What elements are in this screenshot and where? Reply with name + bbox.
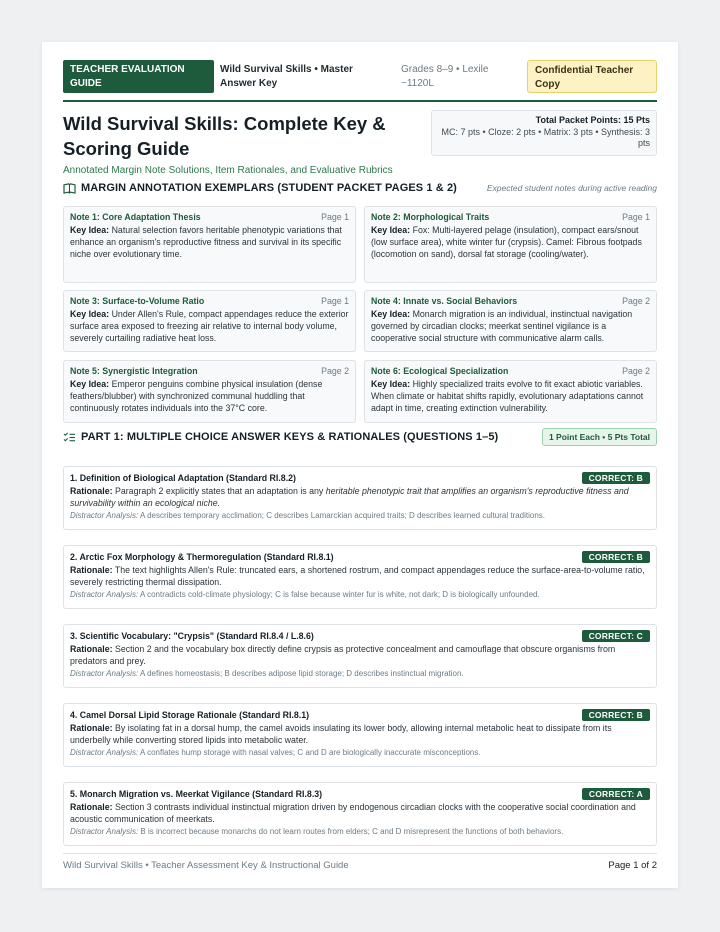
note-text: Natural selection favors heritable phenotypic variations that enhance an organism's reproductive fitness and survival in its specific niche over evolutionary time. <box>70 225 342 259</box>
rationale-text: Paragraph 2 explicitly states that an adaptation is any <box>114 486 326 496</box>
note-title: Note 6: Ecological Specialization <box>371 366 509 376</box>
answer-card <box>63 782 657 846</box>
distractor-analysis <box>70 826 650 837</box>
mc-section-title: PART 1: MULTIPLE CHOICE ANSWER KEYS & RATIONALES (QUESTIONS 1–5) <box>81 431 499 443</box>
distractor-analysis <box>70 747 650 758</box>
key-idea-label: Key Idea: <box>371 225 411 235</box>
note-text: Highly specialized traits evolve to fit exact abiotic variables. When climate or habitat shifts rapidly, evolutionary adaptations cannot adapt in time, creating extinction vulnerability. <box>371 379 644 413</box>
question-title: 4. Camel Dorsal Lipid Storage Rationale (Standard RI.8.1) <box>70 710 310 720</box>
distractor-text: B is incorrect because monarchs do not learn routes from elders; C and D misrepresent the functions of both behaviors. <box>140 827 564 836</box>
page-subtitle: Annotated Margin Note Solutions, Item Rationales, and Evaluative Rubrics <box>63 165 393 176</box>
mc-section-header <box>63 431 657 443</box>
note-text: Monarch migration is an individual, instinctual navigation governed by circadian clocks; meerkat sentinel vigilance is a cooperative social structure with communicative alarm calls. <box>371 309 633 343</box>
note-card <box>364 360 657 423</box>
note-page: Page 1 <box>321 296 349 306</box>
note-body <box>371 224 650 260</box>
header-doc-title: Wild Survival Skills • Master Answer Key <box>220 64 353 89</box>
note-body <box>371 308 650 344</box>
rationale <box>70 486 650 509</box>
distractor-label: Distractor Analysis: <box>70 827 139 836</box>
note-body <box>70 308 349 344</box>
distractor-analysis <box>70 510 650 521</box>
points-badge: 1 Point Each • 5 Pts Total <box>542 428 657 446</box>
key-idea-label: Key Idea: <box>70 225 110 235</box>
note-title: Note 2: Morphological Traits <box>371 212 490 222</box>
distractor-analysis <box>70 589 650 600</box>
page-number: Page 1 of 2 <box>608 860 657 871</box>
note-text: Fox: Multi-layered pelage (insulation), compact ears/snout (low surface area), white winter fur (crypsis). Camel: Fibrous footpads (locomotion on sand), dorsal fat storage (cooling/water). <box>371 225 642 259</box>
footer-title: Wild Survival Skills • Teacher Assessment Key & Instructional Guide <box>63 860 349 871</box>
question-title: 5. Monarch Migration vs. Meerkat Vigilance (Standard RI.8.3) <box>70 789 323 799</box>
note-card <box>63 206 356 283</box>
note-card <box>364 206 657 283</box>
header-tag: TEACHER EVALUATION GUIDE <box>63 60 214 93</box>
rationale-text: The text highlights Allen's Rule: truncated ears, a shortened rostrum, and compact appendages reduce the surface-area-to-volume ratio, severely restricting thermal dissipation. <box>70 565 645 587</box>
page-footer <box>63 853 657 871</box>
rationale-label: Rationale: <box>70 802 113 812</box>
page-content-layer <box>42 42 678 888</box>
rationale <box>70 644 650 667</box>
note-page: Page 1 <box>622 212 650 222</box>
points-total: Total Packet Points: 15 Pts <box>535 115 650 125</box>
key-idea-label: Key Idea: <box>371 309 411 319</box>
correct-answer-badge: CORRECT: A <box>582 788 650 800</box>
annotation-section-title: MARGIN ANNOTATION EXEMPLARS (STUDENT PACKET PAGES 1 & 2) <box>81 182 457 194</box>
header-grade: Grades 8–9 • Lexile ~1120L <box>401 64 489 89</box>
note-page: Page 2 <box>622 296 650 306</box>
confidential-badge: Confidential Teacher Copy <box>527 60 657 93</box>
rationale-text: Section 2 and the vocabulary box directly define crypsis as protective concealment and camouflage that obscure organisms from predators and prey. <box>70 644 616 666</box>
answer-card <box>63 703 657 767</box>
distractor-label: Distractor Analysis: <box>70 669 139 678</box>
note-page: Page 2 <box>321 366 349 376</box>
question-title: 3. Scientific Vocabulary: "Crypsis" (Standard RI.8.4 / L.8.6) <box>70 631 314 641</box>
question-title: 1. Definition of Biological Adaptation (Standard RI.8.2) <box>70 473 296 483</box>
distractor-text: A defines homeostasis; B describes adipose lipid storage; D describes instinctual migration. <box>139 669 464 678</box>
answer-card <box>63 466 657 530</box>
correct-answer-badge: CORRECT: C <box>582 630 650 642</box>
note-title: Note 3: Surface-to-Volume Ratio <box>70 296 205 306</box>
open-book-icon <box>63 183 76 194</box>
distractor-label: Distractor Analysis: <box>70 590 139 599</box>
correct-answer-badge: CORRECT: B <box>582 551 650 563</box>
distractor-text: A describes temporary acclimation; C describes Lamarckian acquired traits; D describes learned cultural traditions. <box>139 511 546 520</box>
rationale <box>70 802 650 825</box>
note-title: Note 5: Synergistic Integration <box>70 366 198 376</box>
annotation-section-header <box>63 182 657 194</box>
correct-answer-badge: CORRECT: B <box>582 472 650 484</box>
note-body <box>70 224 349 260</box>
distractor-label: Distractor Analysis: <box>70 748 139 757</box>
rationale-label: Rationale: <box>70 723 113 733</box>
rationale-label: Rationale: <box>70 644 113 654</box>
note-card <box>63 290 356 352</box>
checklist-icon <box>63 432 76 443</box>
note-card <box>364 290 657 352</box>
annotation-section-note: Expected student notes during active reading <box>486 183 657 193</box>
rationale-label: Rationale: <box>70 486 113 496</box>
rationale-emphasis: heritable phenotypic trait that amplifies an organism's reproductive fitness and survivability within an ecological niche. <box>70 486 629 508</box>
rationale-label: Rationale: <box>70 565 113 575</box>
answer-card <box>63 545 657 609</box>
note-title: Note 4: Innate vs. Social Behaviors <box>371 296 518 306</box>
distractor-label: Distractor Analysis: <box>70 511 139 520</box>
key-idea-label: Key Idea: <box>371 379 411 389</box>
correct-answer-badge: CORRECT: B <box>582 709 650 721</box>
distractor-text: A contradicts cold-climate physiology; C is false because winter fur is white, not dark; D is biologically unfounded. <box>139 590 540 599</box>
rationale <box>70 723 650 746</box>
answer-card <box>63 624 657 688</box>
note-title: Note 1: Core Adaptation Thesis <box>70 212 201 222</box>
key-idea-label: Key Idea: <box>70 309 110 319</box>
distractor-text: A conflates hump storage with nasal valves; C and D are biologically inaccurate misconceptions. <box>139 748 481 757</box>
note-page: Page 1 <box>321 212 349 222</box>
page-title: Wild Survival Skills: Complete Key & Scoring Guide <box>63 113 386 159</box>
key-idea-label: Key Idea: <box>70 379 110 389</box>
note-page: Page 2 <box>622 366 650 376</box>
rationale-text: Section 3 contrasts individual instinctual migration driven by endogenous circadian clocks with the cooperative social coordination and acoustic communication of meerkats. <box>70 802 636 824</box>
note-text: Under Allen's Rule, compact appendages reduce the exterior surface area exposed to freezing air relative to internal body volume, severely curtailing radiative heat loss. <box>70 309 349 343</box>
points-breakdown: MC: 7 pts • Cloze: 2 pts • Matrix: 3 pts • Synthesis: 3 pts <box>441 126 650 148</box>
question-title: 2. Arctic Fox Morphology & Thermoregulation (Standard RI.8.1) <box>70 552 334 562</box>
note-card <box>63 360 356 423</box>
note-text: Emperor penguins combine physical insulation (dense feathers/blubber) with synchronized communal huddling that continuously rotates individuals into the 37°C core. <box>70 379 323 413</box>
rationale <box>70 565 650 588</box>
distractor-analysis <box>70 668 650 679</box>
note-body <box>70 378 349 414</box>
rationale-text: By isolating fat in a dorsal hump, the camel avoids insulating its lower body, allowing internal metabolic heat to dissipate from its underbelly while converting stored lipids into metabolic water. <box>70 723 612 745</box>
note-body <box>371 378 650 414</box>
